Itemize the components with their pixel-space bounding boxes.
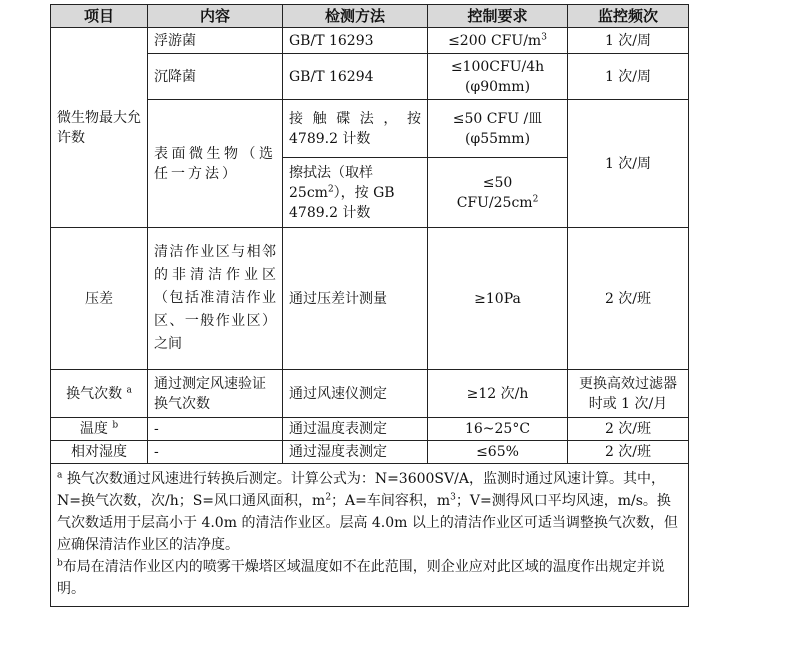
item-microbial: 微生物最大允许数 — [51, 28, 148, 228]
content-temperature: - — [148, 418, 283, 441]
frequency-air-change: 更换高效过滤器时或 1 次/月 — [568, 370, 689, 418]
method-humidity: 通过湿度表测定 — [283, 441, 428, 464]
content-air-change: 通过测定风速验证换气次数 — [148, 370, 283, 418]
method-settling: GB/T 16294 — [283, 54, 428, 100]
content-humidity: - — [148, 441, 283, 464]
frequency-humidity: 2 次/班 — [568, 441, 689, 464]
header-item: 项目 — [51, 5, 148, 28]
requirement-humidity: ≤65% — [428, 441, 568, 464]
item-pressure: 压差 — [51, 228, 148, 370]
requirement-swab: ≤50 CFU/$25cm^2$ — [428, 158, 568, 228]
item-humidity: 相对湿度 — [51, 441, 148, 464]
frequency-surface: 1 次/周 — [568, 100, 689, 228]
content-pressure: 清洁作业区与相邻的非清洁作业区（包括准清洁作业区、一般作业区）之间 — [148, 228, 283, 370]
content-floating: 浮游菌 — [148, 28, 283, 54]
table-row — [51, 28, 689, 54]
header-requirement: 控制要求 — [428, 5, 568, 28]
spec-table-container — [50, 4, 688, 607]
method-swab: 擦拭法（取样$25cm^2$），按 GB 4789.2 计数 — [283, 158, 428, 228]
footnote-a: $^a$ 换气次数通过风速进行转换后测定。计算公式为：N=3600SV/A，监测时通过风速计算。其中，N=换气次数，次/h；S=风口通风面积，$m^2$；A=车间容积，$m^3$；V=测得风口平均风速，m/s。换气次数适用于层高小于 4.0m 的清洁作业区。层高 4.0m 以上的清洁作业区可适当调整换气次数，但应确保清洁作业区的洁净度。 — [57, 470, 678, 553]
footnotes — [51, 464, 689, 607]
table-row — [51, 370, 689, 418]
monitoring-table — [50, 4, 689, 607]
table-row — [51, 441, 689, 464]
footnote-row — [51, 464, 689, 607]
frequency-temperature: 2 次/班 — [568, 418, 689, 441]
requirement-settling: ≤100CFU/4h (φ90mm) — [428, 54, 568, 100]
item-air-change: 换气次数 $^a$ — [51, 370, 148, 418]
method-contact-plate: 接触碟法，按4789.2 计数 — [283, 100, 428, 158]
content-settling: 沉降菌 — [148, 54, 283, 100]
requirement-floating: ≤200 CFU/$m^3$ — [428, 28, 568, 54]
header-frequency: 监控频次 — [568, 5, 689, 28]
content-surface: 表面微生物（选任一方法） — [148, 100, 283, 228]
requirement-air-change: ≥12 次/h — [428, 370, 568, 418]
method-temperature: 通过温度表测定 — [283, 418, 428, 441]
frequency-pressure: 2 次/班 — [568, 228, 689, 370]
frequency-settling: 1 次/周 — [568, 54, 689, 100]
header-content: 内容 — [148, 5, 283, 28]
requirement-pressure: ≥10Pa — [428, 228, 568, 370]
table-row — [51, 418, 689, 441]
frequency-floating: 1 次/周 — [568, 28, 689, 54]
requirement-contact-plate: ≤50 CFU /皿 (φ55mm) — [428, 100, 568, 158]
footnote-b: $^b$布局在清洁作业区内的喷雾干燥塔区域温度如不在此范围，则企业应对此区域的温度作出规定并说明。 — [57, 558, 665, 597]
method-air-change: 通过风速仪测定 — [283, 370, 428, 418]
table-row — [51, 228, 689, 370]
requirement-temperature: 16~25°C — [428, 418, 568, 441]
method-floating: GB/T 16293 — [283, 28, 428, 54]
header-row — [51, 5, 689, 28]
item-temperature: 温度 $^b$ — [51, 418, 148, 441]
method-pressure: 通过压差计测量 — [283, 228, 428, 370]
header-method: 检测方法 — [283, 5, 428, 28]
